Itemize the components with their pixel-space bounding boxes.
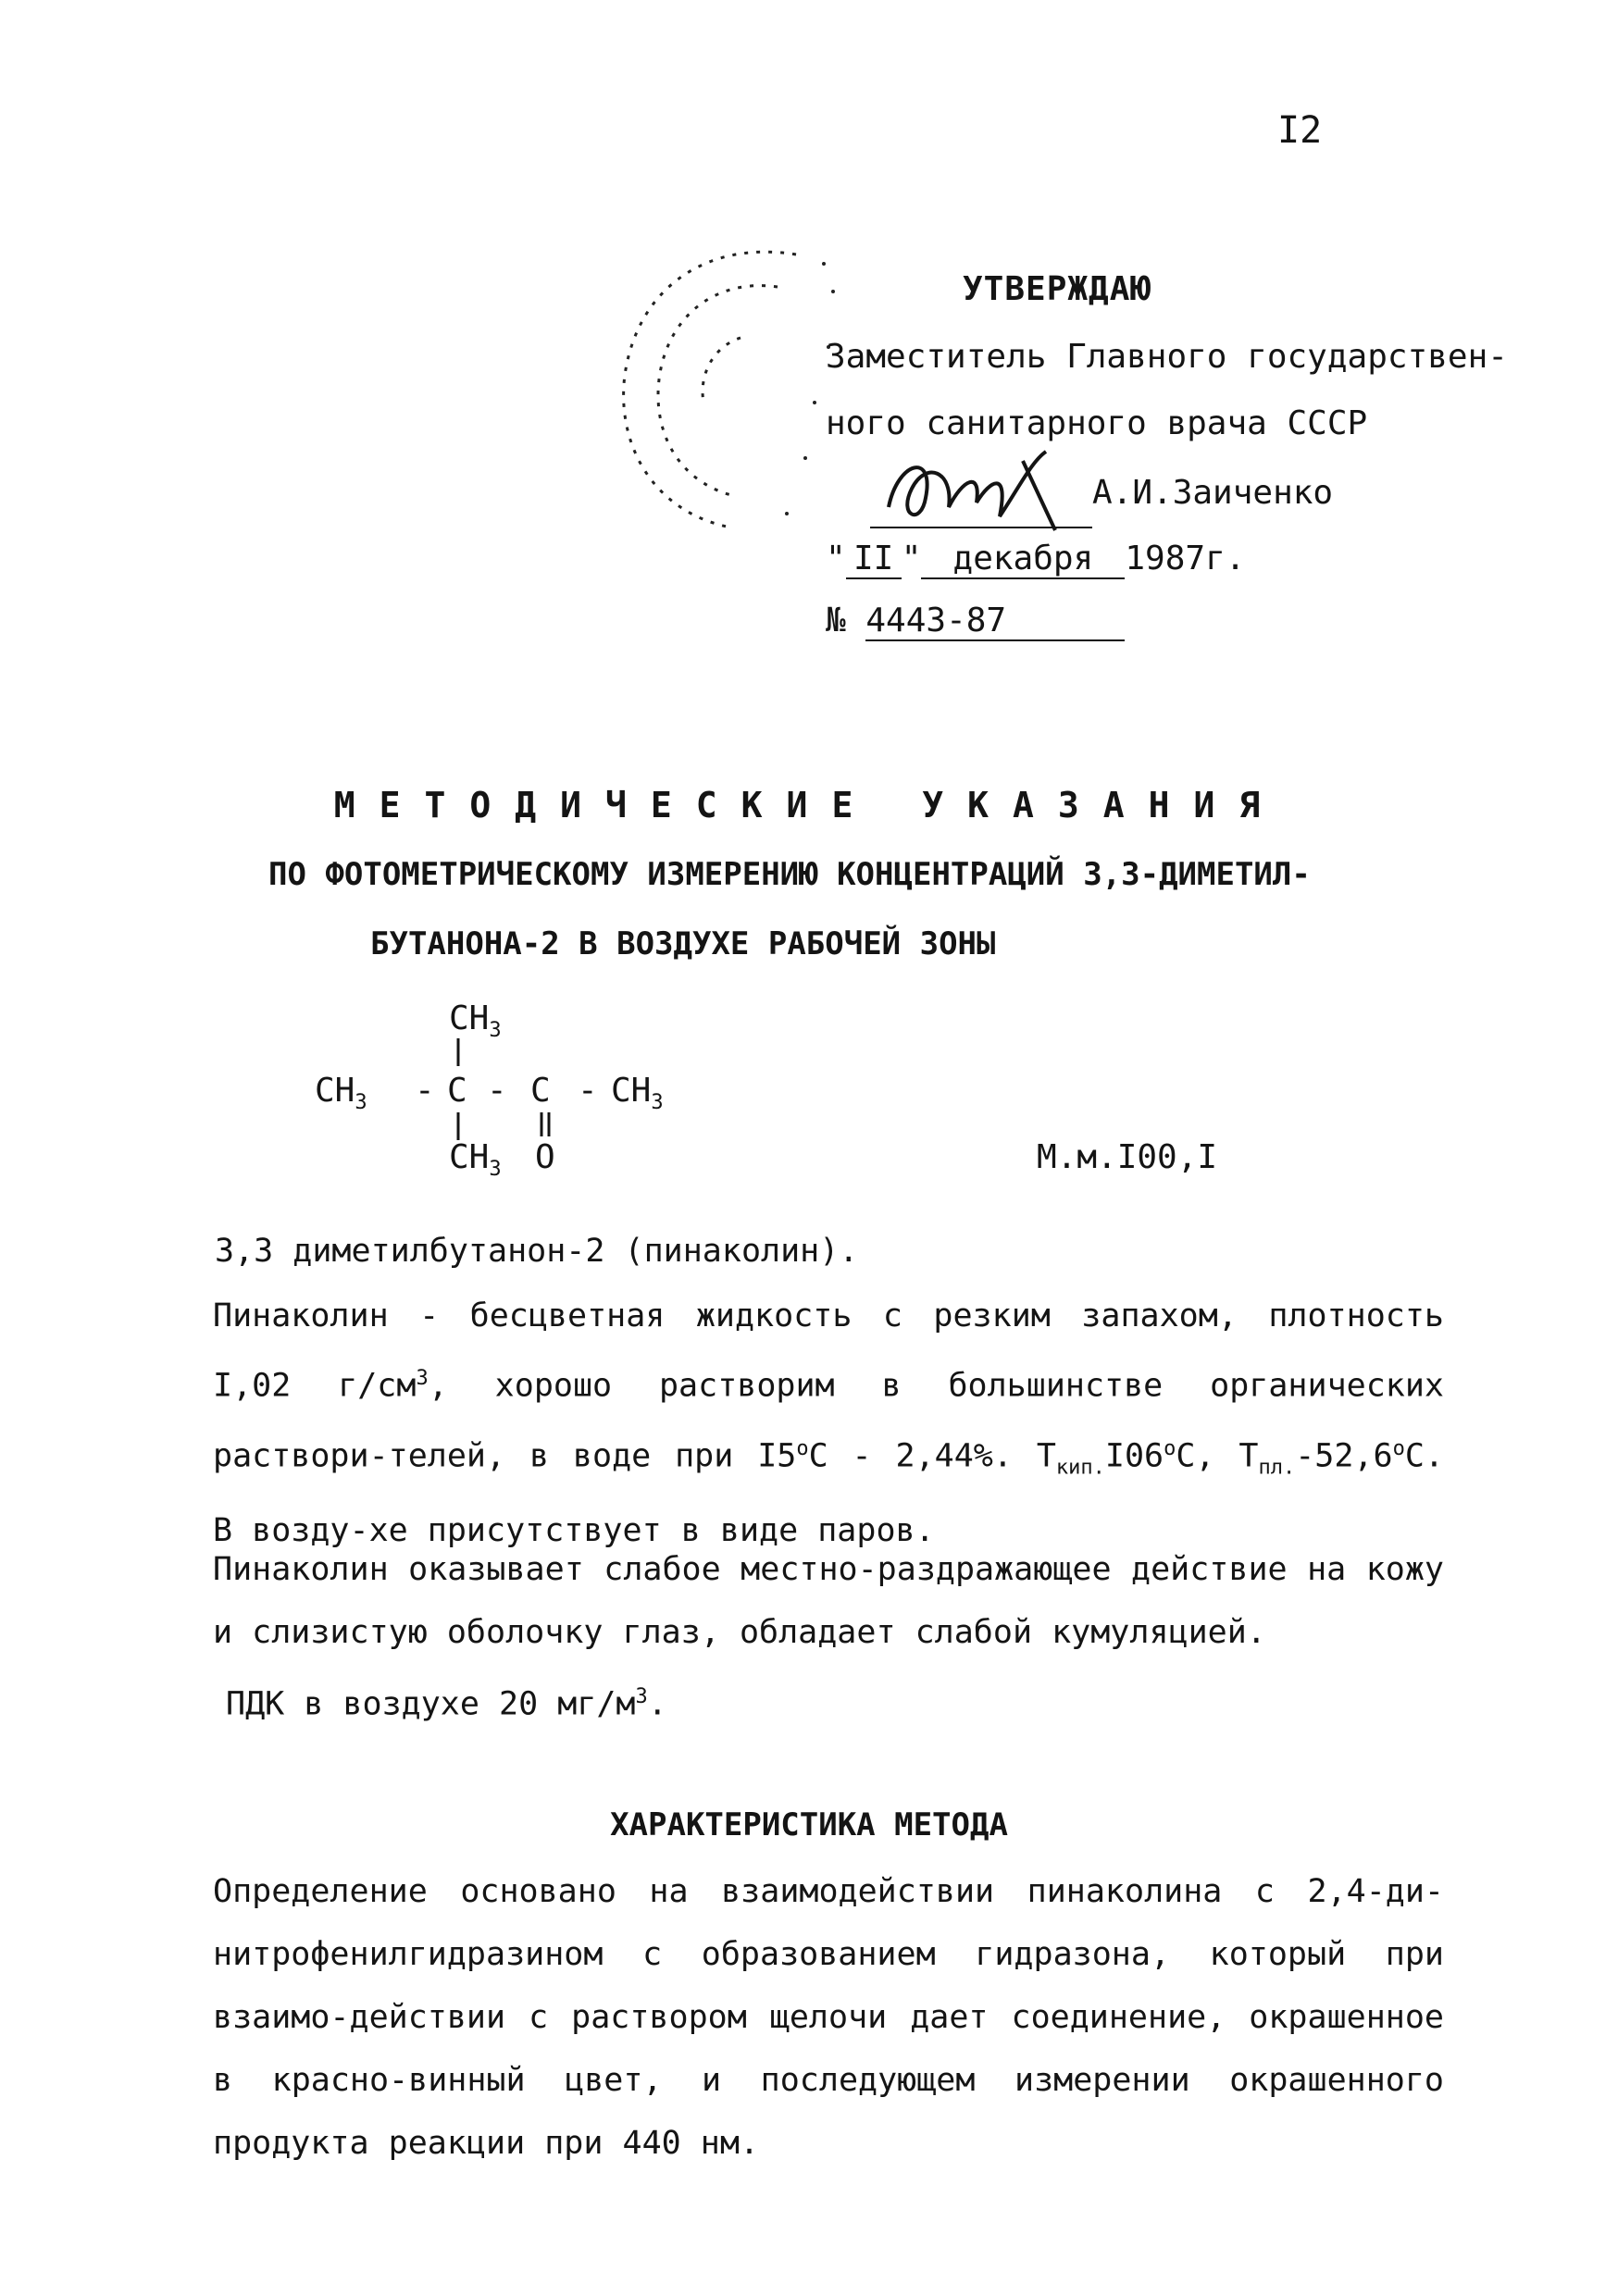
- approval-date: [826, 540, 1245, 579]
- formula-carbon-1: C: [447, 1072, 467, 1110]
- description-paragraph-3: ПДК в воздухе 20 $мг/м^3$.: [226, 1685, 667, 1723]
- approval-heading: УТВЕРЖДАЮ: [963, 270, 1152, 308]
- desc-p1-b: , хорошо растворим в большинстве органических раствори-телей, в воде при I5: [213, 1367, 1444, 1475]
- formula-top-ch3: $CH_3$: [449, 999, 502, 1043]
- formula-carbon-2: C: [530, 1072, 551, 1110]
- approval-number: [826, 602, 1125, 641]
- document-title: МЕТОДИЧЕСКИЕ УКАЗАНИЯ: [333, 785, 1285, 825]
- description-paragraph-1: Пинаколин - бесцветная жидкость с резким запахом, плотность I,02 $г/см^3$, хорошо растворим в большинстве органических раствори-телей, в воде при $I5^оС - 2,44\%$. $Т_{кип.}I06^оС$, $Т_{пл.}-52,6^оС$. В возду-хе присутствует в виде паров.: [213, 1297, 1444, 1550]
- document-subtitle-line2: БУТАНОНА-2 В ВОЗДУХЕ РАБОЧЕЙ ЗОНЫ: [370, 925, 996, 962]
- date-quote-open: ": [826, 540, 846, 577]
- description-paragraph-2: Пинаколин оказывает слабое местно-раздражающее действие на кожу и слизистую оболочку глаз, обладает слабой кумуляцией.: [213, 1551, 1444, 1651]
- document-subtitle-line1: ПО ФОТОМЕТРИЧЕСКОМУ ИЗМЕРЕНИЮ КОНЦЕНТРАЦИЙ 3,3-ДИМЕТИЛ-: [268, 856, 1311, 893]
- formula-left-ch3: $CH_3$: [315, 1072, 367, 1115]
- molecular-weight: М.м.I00,I: [1037, 1138, 1218, 1176]
- date-year: 1987г.: [1125, 540, 1246, 577]
- date-day: II: [846, 540, 902, 579]
- formula-right-ch3: $CH_3$: [611, 1072, 664, 1115]
- date-month: декабря: [921, 540, 1125, 579]
- structural-formula: [315, 999, 759, 1194]
- method-description: Определение основано на взаимодействии пинаколина с 2,4-ди-нитрофенилгидразином с образованием гидразона, который при взаимо-действии с раствором щелочи дает соединение, окрашенное в красно-винный цвет, и последующем измерении окрашенного продукта реакции при 440 нм.: [213, 1873, 1444, 2162]
- formula-dash-3: -: [578, 1072, 598, 1110]
- desc-p1-a: Пинаколин - бесцветная жидкость с резким запахом, плотность I,02 г/см: [213, 1297, 1444, 1405]
- stamp-seal: [602, 236, 842, 541]
- formula-bottom-ch3: $CH_3$: [449, 1138, 502, 1182]
- formula-dash-2: -: [487, 1072, 507, 1110]
- approval-position-line2: ного санитарного врача СССР: [826, 404, 1368, 442]
- document-number: 4443-87: [865, 602, 1125, 641]
- method-heading: ХАРАКТЕРИСТИКА МЕТОДА: [610, 1806, 1008, 1843]
- page-number: I2: [1277, 109, 1323, 152]
- formula-dash-1: -: [415, 1072, 435, 1110]
- approval-position-line1: Заместитель Главного государствен-: [826, 338, 1508, 376]
- compound-name: 3,3 диметилбутанон-2 (пинаколин).: [215, 1233, 859, 1270]
- number-sign: №: [826, 602, 846, 639]
- formula-oxygen: O: [535, 1138, 555, 1176]
- approver-name: А.И.Заиченко: [1092, 474, 1334, 512]
- date-quote-close: ": [901, 540, 922, 577]
- signature: [861, 442, 1101, 544]
